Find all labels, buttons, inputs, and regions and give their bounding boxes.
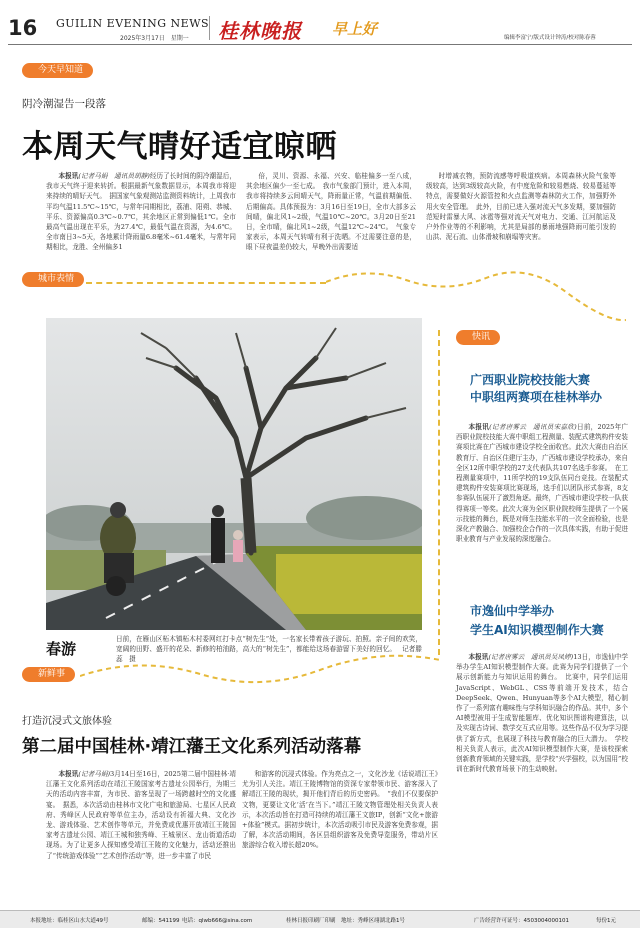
spring-photo — [46, 318, 422, 630]
news2-title — [470, 602, 630, 640]
page-number: 16 — [8, 16, 38, 40]
photo-caption-text: 日前，在雁山区柘木镇柘木村委网红打卡点“树先生”处，一名家长带着孩子游玩、拍照。亲子间的欢笑，宽阔的田野、盛开的花朵、新修的柏油路，高大的“树先生”，都能给这场春游留下美好的回忆。 — [116, 635, 422, 654]
article1-subtitle: 阴冷潮湿告一段落 — [22, 98, 106, 110]
page-header — [0, 0, 640, 46]
footer-ad-license: 广告经营许可证号：4503004000101 — [474, 918, 569, 924]
photo-credit: 记者滕蕊 摄 — [116, 645, 422, 664]
news2-title-line2: 学生AI知识模型制作大赛 — [470, 623, 604, 637]
header-divider — [209, 16, 210, 40]
article1-lead: 本报讯 — [58, 172, 79, 180]
article1-col3-text: 时增减衣物，预防流感等呼吸道疾病。本周森林火险气象等级较高，达到3级较高火险，有中度危险和较易燃烧、较易蔓延等特点，需要做好火源管控和火点监测等森林防火工作，加强野外用火安全管理。 此外，目前已进入强对流天气多发期，要加强防范短时雷暴大风、冰雹等强对流天气对电力、交通、江河航运及户外作业等的不利影响，尤其是局部的暴雨地强降雨可能引发的山洪、泥石流、山体滑坡和崩塌等灾害。 — [426, 172, 616, 242]
article1-column-3 — [426, 171, 616, 242]
tag-fresh — [22, 667, 75, 682]
news2-body — [456, 652, 628, 774]
article2-col2-text: 和游客的沉浸式体验。作为亮点之一，文化沙龙《话说靖江王》尤为引人关注。靖江王陵博物馆的资深专家带领市民、游客深入了解靖江王陵的现状，揭开他们背后的历史密码。 “我们不仅要保护文物，更要让文化‘活’在当下。”靖江王陵文物管理处相关负责人表示，本次活动旨在打造可持续的靖江藩王文旅IP，创新“文化+旅游+体验”模式。据初步统计，本次活动吸引市民及游客免费参观，据了解，本次活动期间，各区县组织游客及免费导览服务，带动片区旅游综合收入增长超20%。 — [242, 770, 438, 850]
editor-credits: 编辑李富宁/版式设计钟涛/校对陈春蓉 — [504, 35, 596, 41]
photo-title: 春游 — [46, 640, 77, 658]
decorative-dashed-curve — [80, 652, 440, 692]
news1-title — [470, 372, 630, 406]
footer-email[interactable]: qlwb666@sina.com — [198, 918, 253, 924]
news2-title-line1: 市逸仙中学举办 — [470, 604, 555, 618]
article2-title: 第二届中国桂林·靖江藩王文化系列活动落幕 — [22, 737, 362, 757]
news1-body — [456, 422, 628, 544]
decorative-dashed-line — [86, 282, 326, 284]
article2-column-1 — [46, 769, 236, 861]
section-tag-label: 快讯 — [456, 330, 500, 345]
section-tag-label: 城市表情 — [22, 272, 84, 287]
footer-bar — [0, 910, 640, 928]
footer-printer: 桂林日报印刷厂印刷 地址：秀峰区翊湖北路1号 — [286, 918, 406, 924]
paper-name-en: GUILIN EVENING NEWS — [56, 17, 210, 30]
section-tag-label: 今天早知道 — [22, 63, 93, 78]
tag-today — [22, 63, 93, 78]
article2-column-2 — [242, 769, 438, 851]
section-tag-label: 新鲜事 — [22, 667, 75, 682]
footer-phone — [182, 916, 252, 924]
newspaper-logo: 桂林晚报 — [218, 19, 302, 43]
news2-text: 13日，市逸仙中学举办学生AI知识模型制作大赛。此赛为同学们提供了一个展示创新能力与知识运用的舞台。 比赛中，同学们运用JavaScript、WebGL、CSS等前端开发技术，结合DeepSeek、Qwen、Hunyuan等多个AI大模型，精心制作了一系列富有趣味性与学科知识融合的作品。其中，多个AI模型被用于生成智能题库、优化知识图谱构建算法，以及实现古诗词、数学交互式应用等。这些作品不仅为学习提供了新方式，也展现了科技与教育融合的巨大潜力。 学校相关负责人表示，此次AI知识模型制作大赛，是该校探索创新教育领域的关键实践，是学校“兴学强校，以为国用”校训在新时代教育场景下的生动映射。 — [456, 653, 629, 774]
footer-postcode: 邮编：541199 — [142, 918, 180, 924]
article2-subtitle: 打造沉浸式文旅体验 — [22, 716, 112, 727]
news1-lead: 本报讯 — [468, 423, 490, 431]
news1-text: 日前，2025年广西职业院校技能大赛中职组工程测量、装配式建筑构件安装赛项比赛在广西城市建设学校全面收官。此次大赛由自治区教育厅、自治区住建厅主办，广西城市建设学校承办，来自全区12所中职学校的27支代表队共107名选手参赛。 在工程测量赛项中，11所学校的19支队伍同台竞技。在装配式建筑构件安装赛项比赛现场，选手们以团队形式参赛，8支参赛队伍展开了激烈角逐。最终，广西城市建设学校一队获得赛项一等奖。此次大赛为全区职业院校师生提供了一个展示技能的舞台，既是对师生技能水平的一次全面检验，也是深化产教融合、加强校企合作的一次具体实践，有助于促进职业教育与产业发展的深度融合。 — [456, 423, 629, 544]
news2-lead: 本报讯 — [468, 653, 489, 661]
section-name: 早上好 — [332, 20, 378, 38]
article2-byline: (记者马娟) — [78, 770, 111, 778]
article1-col2-text: 倍，灵川、资源、永福、兴安、临桂偏多一至八成，其余地区偏少一至七成。 我市气象部门预计，进入本周，我市将持续多云间晴天气，降雨量正常，气温前期偏低、后期偏高。具体预报为：3月16日至19日，全市大部多云间晴，偏北风1~2级，气温10℃~20℃。3月20日至21日，全市晴，偏北风1~2级，气温12℃~24℃。 气象专家表示，本周天气转晴有利于洗晒。不过需要注意的是，眼下昼夜温差仍较大，早晚外出需要适 — [246, 172, 416, 252]
footer-phone-label: 电话： — [182, 918, 199, 924]
header-date: 2025年3月17日 星期一 — [120, 35, 189, 42]
decorative-dashed-line — [438, 330, 440, 655]
article1-col1-text: 经历了长时间的阴冷潮湿后，我市天气终于迎来转折。根据最新气象数据显示，本周我市将迎来持续的晴好天气。 据国家气象观测站监测资料统计，上周我市平均气温11.5℃~15℃，与常年同期相比，荔浦、阳朔、恭城、平乐、资源偏高0.3℃~0.7℃，其余地区正常到偏低1℃。全市最高气温出现在平乐，为27.4℃，最低气温在资源，为4.6℃。全市南日3~5天，各地累计降雨量6.8毫米~61.4毫米，与常年同期相比，龙胜、全州偏多1 — [46, 172, 237, 252]
article1-column-1 — [46, 171, 236, 253]
tag-quick — [456, 330, 500, 345]
tag-city — [22, 272, 84, 287]
header-rule — [8, 44, 632, 45]
news1-title-line2: 中职组两赛项在桂林举办 — [470, 390, 603, 404]
footer-price: 每份1元 — [596, 918, 616, 924]
article2-lead: 本报讯 — [58, 770, 79, 778]
article1-title: 本周天气晴好适宜晾晒 — [22, 129, 337, 165]
article1-byline: (记者马娟 通讯员胡静) — [78, 172, 150, 180]
article1-column-2 — [246, 171, 416, 253]
news2-byline: (记者唐雾云 通讯员吴凤婷) — [488, 653, 574, 661]
footer-address: 本报地址：临桂区山水大道49号 — [30, 918, 109, 924]
news1-byline: (记者唐雾云 通讯员宋嘉欣) — [489, 423, 577, 431]
article2-col1-text: 3月14日至16日，2025第二届中国桂林·靖江藩王文化系列活动在靖江王陵国家考古遗址公园举行，为期三天的活动内容丰富，为市民、游客呈现了一场跨越时空的文化盛宴。 据悉，本次活动由桂林市文化广电和旅游局、七星区人民政府、秀峰区人民政府等单位主办，活动设有祈福大典、文化沙龙、游戏体验、艺术创作等单元，并免费或优惠开放靖江王陵国家考古遗址公园、靖江王城和独秀峰、王城景区、龙山街道活动现场。为了让更多人探知感受靖江王陵的文化魅力，活动还推出了“传统游戏体验”“艺术创作活动”等，进一步丰富了市民 — [46, 770, 236, 860]
news1-title-line1: 广西职业院校技能大赛 — [470, 373, 591, 387]
